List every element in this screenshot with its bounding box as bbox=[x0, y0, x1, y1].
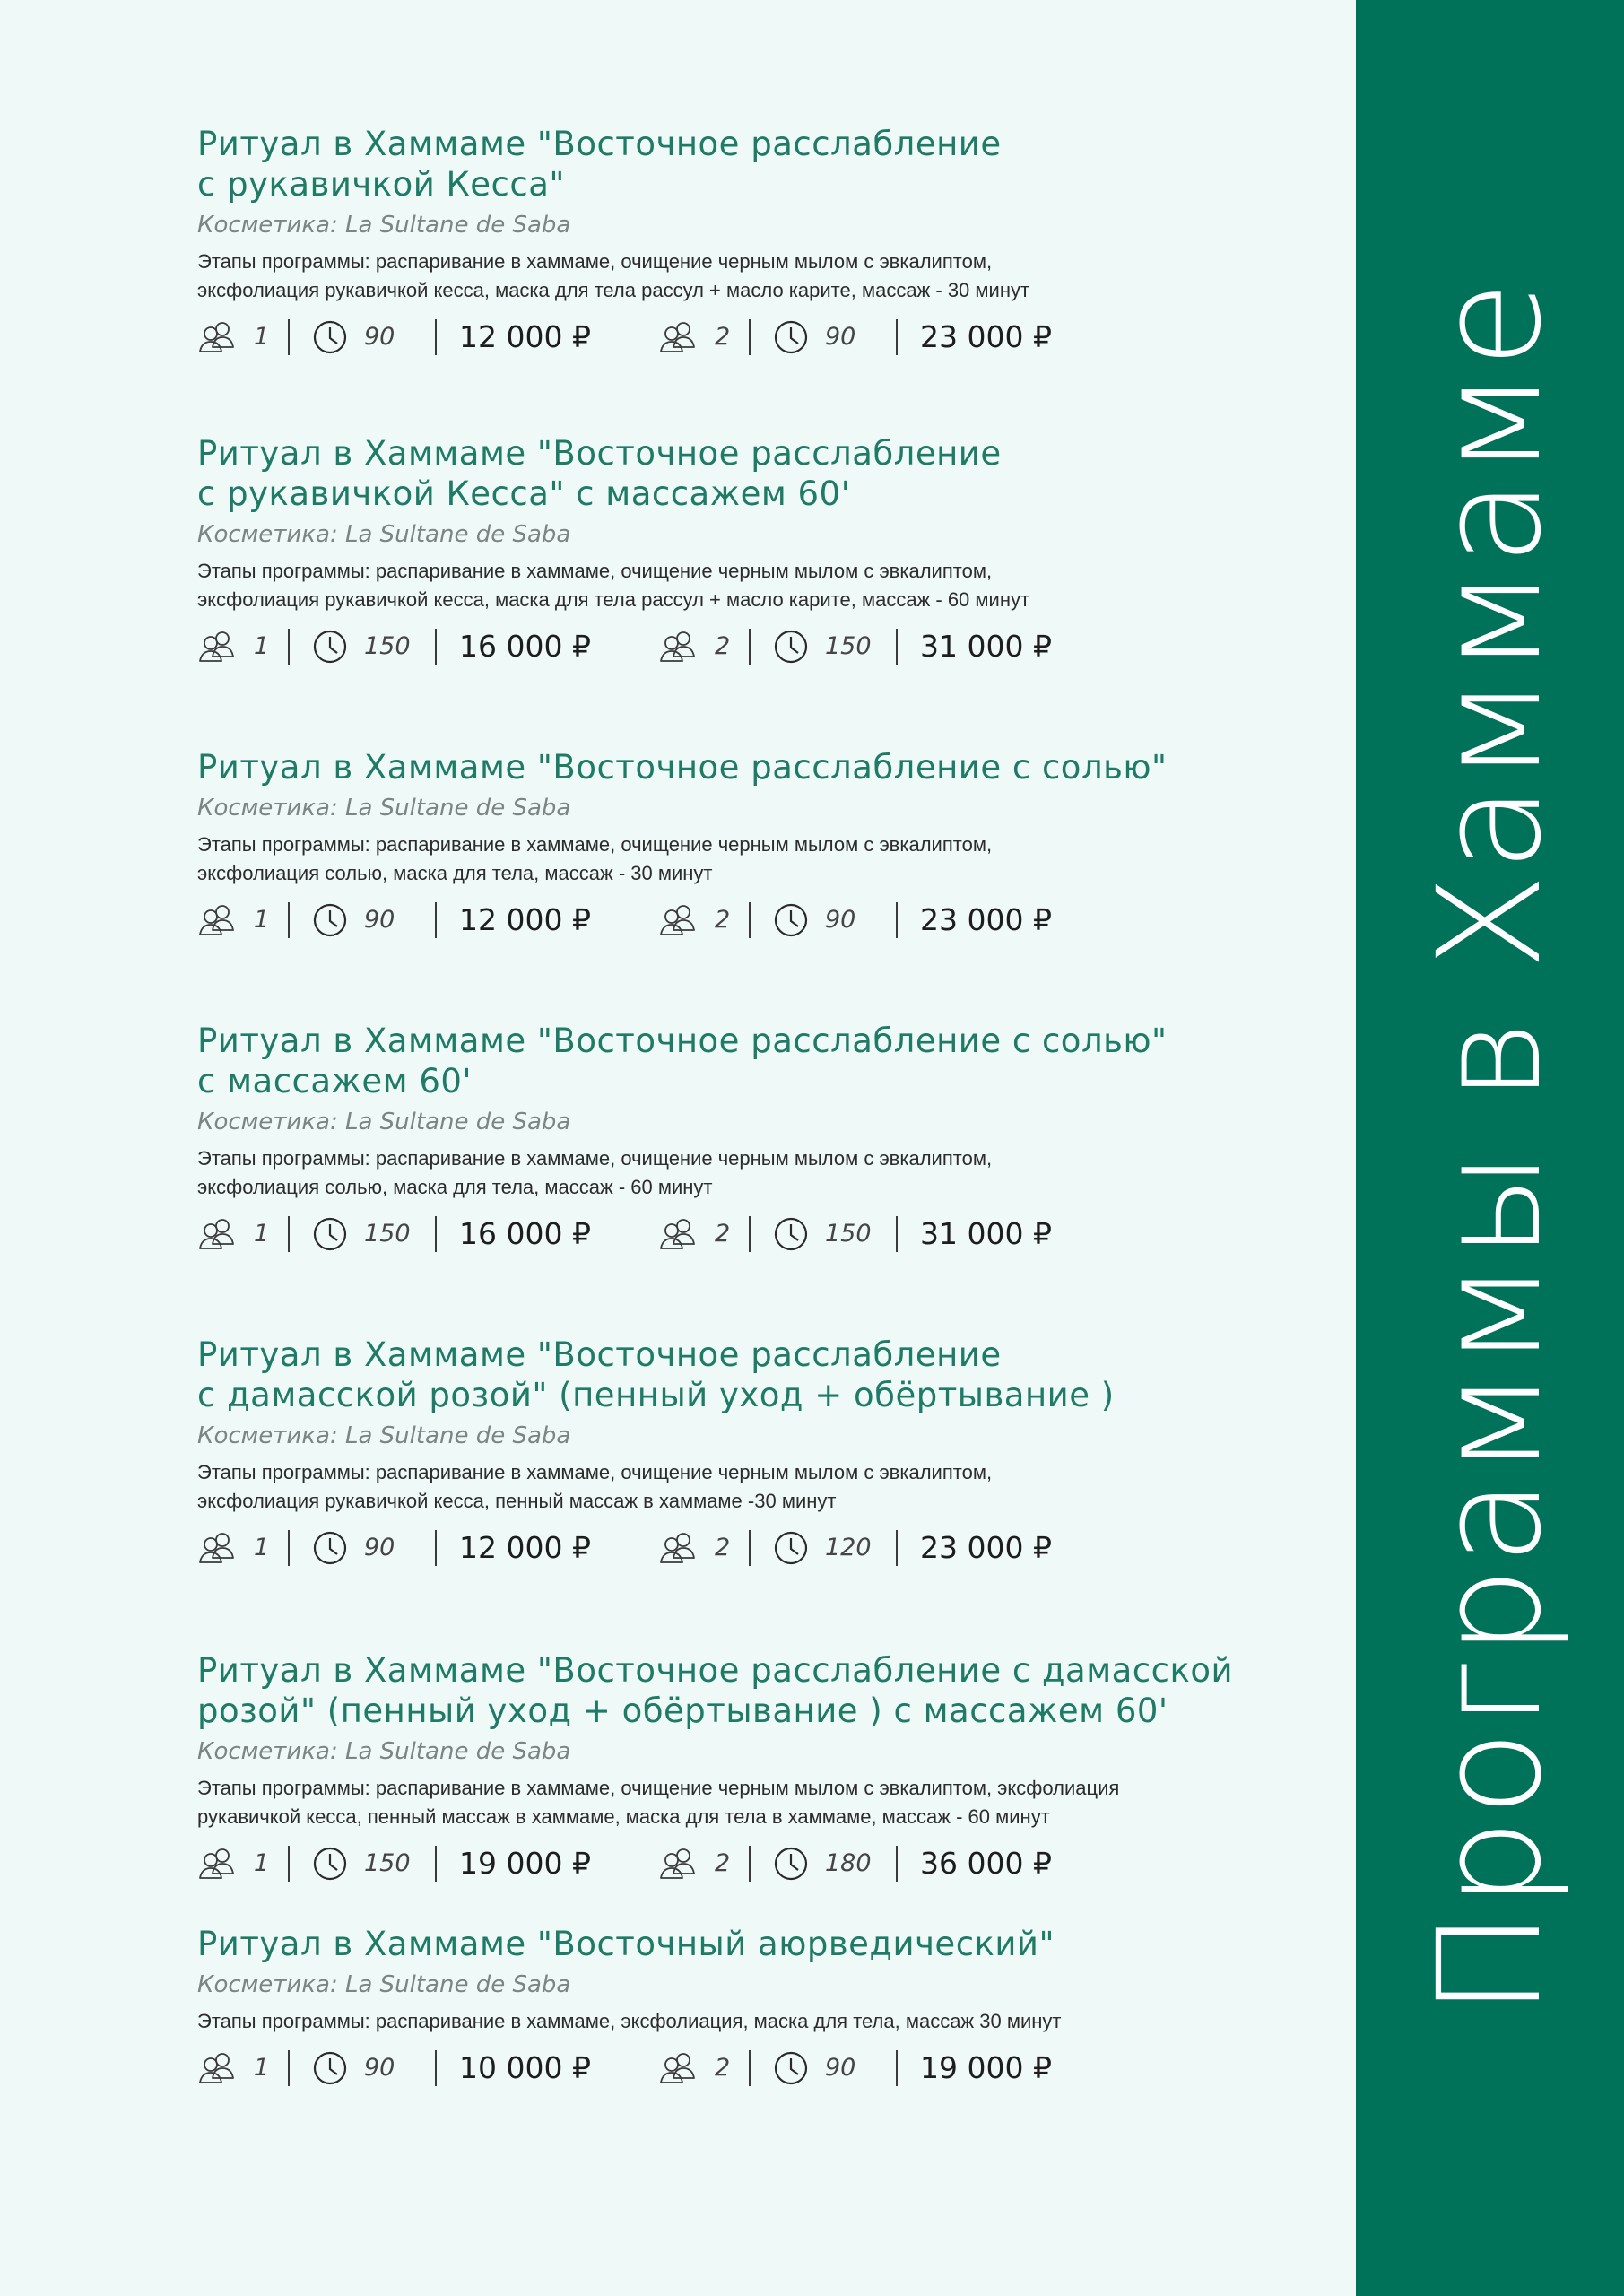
program-title bbox=[197, 1924, 1345, 1964]
program-steps-line: эксфолиация рукавичкой кесса, маска для тела рассул + масло карите, массаж - 60 минут bbox=[197, 588, 1030, 611]
program-item bbox=[197, 124, 1345, 359]
program-title-line: Ритуал в Хаммаме "Восточное расслабление с дамасской bbox=[197, 1651, 1234, 1690]
price: 12 000 ₽ bbox=[459, 319, 591, 354]
clock-icon bbox=[312, 1530, 348, 1566]
divider bbox=[749, 629, 751, 665]
duration-minutes: 150 bbox=[364, 1849, 411, 1877]
cosmetics-label: Косметика: La Sultane de Saba bbox=[197, 1422, 571, 1449]
program-steps-line: Этапы программы: распаривание в хаммаме, очищение черным мылом с эвкалиптом, bbox=[197, 1461, 993, 1483]
divider bbox=[896, 1216, 898, 1252]
program-title bbox=[197, 1335, 1345, 1415]
clock-icon bbox=[773, 902, 809, 938]
price: 19 000 ₽ bbox=[920, 2050, 1052, 2085]
program-title-line: розой" (пенный уход + обёртывание ) с массажем 60' bbox=[197, 1692, 1168, 1730]
divider bbox=[435, 902, 437, 938]
divider bbox=[435, 319, 437, 355]
program-steps-line: Этапы программы: распаривание в хаммаме, эксфолиация, маска для тела, массаж 30 минут bbox=[197, 2010, 1062, 2032]
program-item bbox=[197, 747, 1345, 942]
duration-minutes: 90 bbox=[364, 2054, 395, 2082]
price: 16 000 ₽ bbox=[459, 629, 591, 664]
persons-count: 2 bbox=[715, 2054, 731, 2082]
sidebar-banner bbox=[1356, 0, 1624, 2296]
divider bbox=[896, 1530, 898, 1566]
persons-count: 1 bbox=[254, 2054, 270, 2082]
program-title bbox=[197, 1021, 1345, 1101]
duration-minutes: 90 bbox=[825, 323, 856, 351]
program-steps bbox=[197, 557, 1345, 614]
clock-icon bbox=[773, 319, 809, 355]
two-people-icon bbox=[197, 1216, 239, 1252]
persons-count: 1 bbox=[254, 1220, 270, 1248]
program-title-line: с дамасской розой" (пенный уход + обёртывание ) bbox=[197, 1376, 1115, 1414]
program-steps-line: Этапы программы: распаривание в хаммаме, очищение черным мылом с эвкалиптом, bbox=[197, 833, 993, 856]
program-steps bbox=[197, 1144, 1345, 1202]
program-pricing bbox=[197, 1846, 1345, 1885]
program-item bbox=[197, 1021, 1345, 1256]
program-pricing bbox=[197, 2050, 1345, 2090]
persons-count: 2 bbox=[715, 323, 731, 351]
divider bbox=[896, 319, 898, 355]
price: 31 000 ₽ bbox=[920, 629, 1052, 664]
persons-count: 2 bbox=[715, 632, 731, 660]
program-title-line: Ритуал в Хаммаме "Восточное расслабление с солью" bbox=[197, 748, 1168, 787]
price: 31 000 ₽ bbox=[920, 1216, 1052, 1251]
program-pricing bbox=[197, 629, 1345, 668]
two-people-icon bbox=[658, 1846, 699, 1882]
clock-icon bbox=[312, 1846, 348, 1882]
divider bbox=[749, 2050, 751, 2086]
program-title-line: Ритуал в Хаммаме "Восточное расслабление с солью" bbox=[197, 1022, 1168, 1060]
divider bbox=[749, 1530, 751, 1566]
program-pricing bbox=[197, 1216, 1345, 1256]
duration-minutes: 150 bbox=[364, 632, 411, 660]
duration-minutes: 90 bbox=[825, 906, 856, 934]
program-steps-line: Этапы программы: распаривание в хаммаме, очищение черным мылом с эвкалиптом, bbox=[197, 1147, 993, 1170]
program-steps-line: эксфолиация рукавичкой кесса, маска для тела рассул + масло карите, массаж - 30 минут bbox=[197, 279, 1030, 301]
divider bbox=[435, 1530, 437, 1566]
price: 12 000 ₽ bbox=[459, 1530, 591, 1565]
price: 16 000 ₽ bbox=[459, 1216, 591, 1251]
program-steps-line: Этапы программы: распаривание в хаммаме, очищение черным мылом с эвкалиптом, bbox=[197, 250, 993, 273]
clock-icon bbox=[773, 1216, 809, 1252]
clock-icon bbox=[312, 319, 348, 355]
two-people-icon bbox=[197, 1846, 239, 1882]
two-people-icon bbox=[197, 2050, 239, 2086]
program-title-line: Ритуал в Хаммаме "Восточный аюрведический" bbox=[197, 1925, 1055, 1963]
persons-count: 2 bbox=[715, 1220, 731, 1248]
program-item bbox=[197, 433, 1345, 668]
divider bbox=[288, 2050, 290, 2086]
two-people-icon bbox=[197, 902, 239, 938]
cosmetics-label: Косметика: La Sultane de Saba bbox=[197, 212, 571, 239]
divider bbox=[435, 1846, 437, 1882]
divider bbox=[288, 1530, 290, 1566]
program-title bbox=[197, 1650, 1345, 1731]
divider bbox=[749, 1216, 751, 1252]
divider bbox=[288, 319, 290, 355]
cosmetics-label: Косметика: La Sultane de Saba bbox=[197, 1971, 571, 1998]
clock-icon bbox=[773, 629, 809, 665]
clock-icon bbox=[312, 629, 348, 665]
cosmetics-label: Косметика: La Sultane de Saba bbox=[197, 795, 571, 822]
clock-icon bbox=[312, 902, 348, 938]
program-title bbox=[197, 124, 1345, 204]
program-pricing bbox=[197, 319, 1345, 359]
price: 23 000 ₽ bbox=[920, 1530, 1052, 1565]
divider bbox=[896, 2050, 898, 2086]
price: 10 000 ₽ bbox=[459, 2050, 591, 2085]
cosmetics-label: Косметика: La Sultane de Saba bbox=[197, 1109, 571, 1135]
price: 23 000 ₽ bbox=[920, 319, 1052, 354]
price: 23 000 ₽ bbox=[920, 902, 1052, 937]
program-title-line: с рукавичкой Кесса" bbox=[197, 165, 565, 204]
duration-minutes: 150 bbox=[825, 1220, 872, 1248]
persons-count: 2 bbox=[715, 1849, 731, 1877]
program-pricing bbox=[197, 902, 1345, 942]
divider bbox=[749, 319, 751, 355]
divider bbox=[435, 629, 437, 665]
persons-count: 2 bbox=[715, 906, 731, 934]
two-people-icon bbox=[197, 319, 239, 355]
clock-icon bbox=[773, 1530, 809, 1566]
program-steps-line: эксфолиация рукавичкой кесса, пенный массаж в хаммаме -30 минут bbox=[197, 1490, 837, 1512]
duration-minutes: 150 bbox=[364, 1220, 411, 1248]
program-steps bbox=[197, 1774, 1345, 1831]
price: 36 000 ₽ bbox=[920, 1846, 1052, 1881]
program-steps bbox=[197, 248, 1345, 305]
cosmetics-label: Косметика: La Sultane de Saba bbox=[197, 521, 571, 548]
divider bbox=[896, 629, 898, 665]
persons-count: 2 bbox=[715, 1534, 731, 1561]
divider bbox=[288, 1846, 290, 1882]
persons-count: 1 bbox=[254, 632, 270, 660]
cosmetics-label: Косметика: La Sultane de Saba bbox=[197, 1738, 571, 1765]
two-people-icon bbox=[658, 319, 699, 355]
program-title-line: Ритуал в Хаммаме "Восточное расслабление bbox=[197, 1335, 1002, 1374]
program-item bbox=[197, 1335, 1345, 1570]
program-steps-line: эксфолиация солью, маска для тела, массаж - 30 минут bbox=[197, 862, 713, 884]
program-steps bbox=[197, 2007, 1345, 2036]
divider bbox=[749, 1846, 751, 1882]
program-pricing bbox=[197, 1530, 1345, 1570]
divider bbox=[435, 2050, 437, 2086]
persons-count: 1 bbox=[254, 906, 270, 934]
program-steps-line: Этапы программы: распаривание в хаммаме, очищение черным мылом с эвкалиптом, bbox=[197, 560, 993, 582]
price: 19 000 ₽ bbox=[459, 1846, 591, 1881]
program-item bbox=[197, 1650, 1345, 1885]
two-people-icon bbox=[658, 1530, 699, 1566]
divider bbox=[435, 1216, 437, 1252]
two-people-icon bbox=[658, 2050, 699, 2086]
page-title: Программы в Хаммаме bbox=[1407, 279, 1573, 2017]
persons-count: 1 bbox=[254, 323, 270, 351]
duration-minutes: 90 bbox=[825, 2054, 856, 2082]
divider bbox=[288, 902, 290, 938]
program-item bbox=[197, 1924, 1345, 2090]
duration-minutes: 90 bbox=[364, 906, 395, 934]
divider bbox=[896, 902, 898, 938]
two-people-icon bbox=[658, 902, 699, 938]
program-steps-line: рукавичкой кесса, пенный массаж в хаммаме, маска для тела в хаммаме, массаж - 60 минут bbox=[197, 1805, 1050, 1828]
program-title-line: Ритуал в Хаммаме "Восточное расслабление bbox=[197, 125, 1002, 163]
clock-icon bbox=[312, 1216, 348, 1252]
price: 12 000 ₽ bbox=[459, 902, 591, 937]
program-steps-line: Этапы программы: распаривание в хаммаме, очищение черным мылом с эвкалиптом, эксфолиация bbox=[197, 1777, 1120, 1799]
two-people-icon bbox=[658, 1216, 699, 1252]
two-people-icon bbox=[658, 629, 699, 665]
program-steps bbox=[197, 831, 1345, 888]
clock-icon bbox=[312, 2050, 348, 2086]
divider bbox=[896, 1846, 898, 1882]
two-people-icon bbox=[197, 1530, 239, 1566]
divider bbox=[288, 629, 290, 665]
program-steps bbox=[197, 1458, 1345, 1516]
duration-minutes: 90 bbox=[364, 323, 395, 351]
persons-count: 1 bbox=[254, 1534, 270, 1561]
program-title bbox=[197, 747, 1345, 787]
program-title-line: с массажем 60' bbox=[197, 1062, 473, 1100]
duration-minutes: 150 bbox=[825, 632, 872, 660]
program-title-line: Ритуал в Хаммаме "Восточное расслабление bbox=[197, 434, 1002, 473]
clock-icon bbox=[773, 1846, 809, 1882]
duration-minutes: 120 bbox=[825, 1534, 872, 1561]
duration-minutes: 90 bbox=[364, 1534, 395, 1561]
divider bbox=[288, 1216, 290, 1252]
persons-count: 1 bbox=[254, 1849, 270, 1877]
clock-icon bbox=[773, 2050, 809, 2086]
program-title-line: с рукавичкой Кесса" с массажем 60' bbox=[197, 474, 851, 513]
duration-minutes: 180 bbox=[825, 1849, 872, 1877]
two-people-icon bbox=[197, 629, 239, 665]
program-steps-line: эксфолиация солью, маска для тела, массаж - 60 минут bbox=[197, 1176, 713, 1198]
program-title bbox=[197, 433, 1345, 514]
divider bbox=[749, 902, 751, 938]
